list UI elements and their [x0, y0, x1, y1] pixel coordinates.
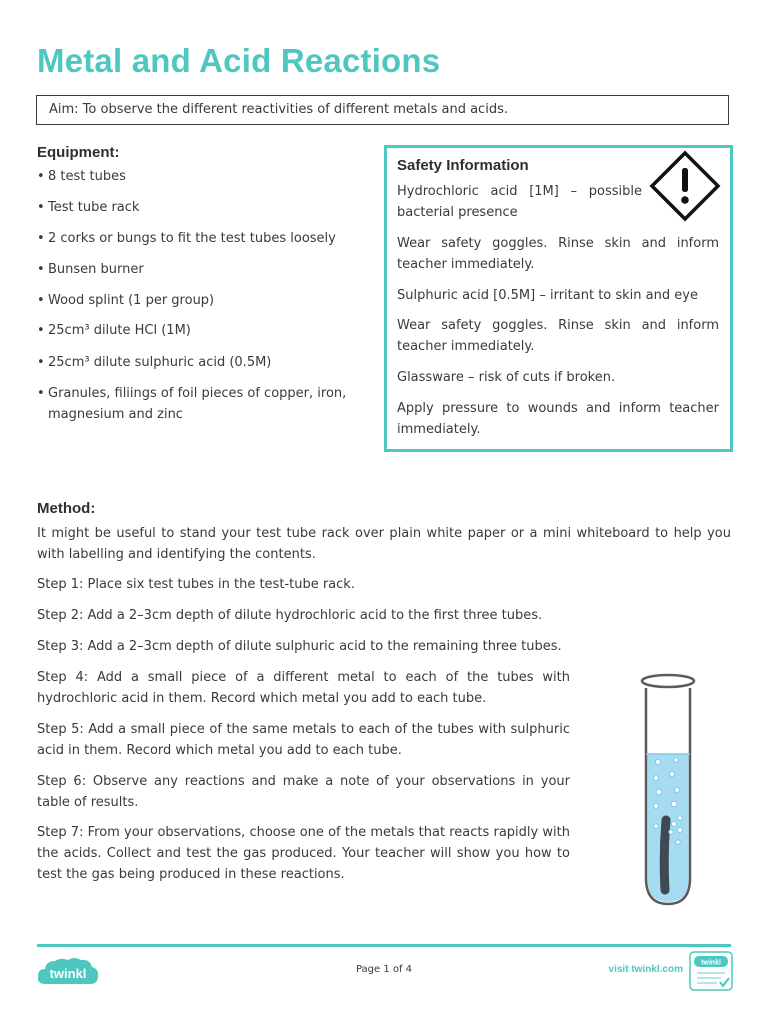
aim-box: Aim: To observe the different reactivities of different metals and acids. — [36, 95, 729, 125]
safety-heading: Safety Information — [397, 157, 529, 174]
safety-line: Sulphuric acid [0.5M] – irritant to skin and eye — [397, 288, 698, 303]
equipment-item: • Test tube rack — [37, 197, 367, 218]
equipment-heading: Equipment: — [37, 144, 120, 161]
method-step: Step 3: Add a 2–3cm depth of dilute sulphuric acid to the remaining three tubes. — [37, 639, 562, 654]
safety-line: Hydrochloric acid [1M] – possible bacterial presence — [397, 184, 642, 220]
equipment-item: • Bunsen burner — [37, 259, 367, 280]
page-number: Page 1 of 4 — [355, 964, 413, 975]
method-intro: It might be useful to stand your test tube rack over plain white paper or a mini whiteboard to help you with labelling and identifying the contents. — [37, 526, 731, 562]
method-step: Step 5: Add a small piece of the same metals to each of the tubes with sulphuric acid in them. Record which metal you add to each tube. — [37, 722, 570, 758]
visit-link[interactable]: visit twinkl.com — [608, 964, 683, 975]
safety-line: Glassware – risk of cuts if broken. — [397, 370, 616, 385]
safety-line: Wear safety goggles. Rinse skin and inform teacher immediately. — [397, 236, 719, 272]
logo-text: twinkl — [49, 966, 87, 981]
quality-badge-icon — [689, 951, 733, 991]
equipment-item: • 2 corks or bungs to fit the test tubes loosely — [37, 228, 367, 249]
footer-divider — [37, 944, 731, 947]
safety-line: Apply pressure to wounds and inform teacher immediately. — [397, 401, 719, 437]
method-step: Step 1: Place six test tubes in the test-tube rack. — [37, 577, 355, 592]
equipment-item: • Granules, filiings of foil pieces of copper, iron, magnesium and zinc — [37, 383, 367, 425]
method-step: Step 6: Observe any reactions and make a note of your observations in your table of results. — [37, 774, 570, 810]
method-heading: Method: — [37, 500, 96, 517]
page-title: Metal and Acid Reactions — [37, 42, 441, 79]
hazard-exclamation-icon — [649, 150, 721, 222]
test-tube-illustration — [636, 670, 700, 910]
method-step: Step 4: Add a small piece of a different metal to each of the tubes with hydrochloric acid in them. Record which metal you add to each tube. — [37, 670, 570, 706]
method-step: Step 7: From your observations, choose one of the metals that reacts rapidly with the acids. Collect and test the gas produced. Your teacher will show you how to test the gas being produced in these reactions. — [37, 825, 570, 882]
equipment-item: • 25cm³ dilute HCl (1M) — [37, 320, 367, 341]
equipment-item: • Wood splint (1 per group) — [37, 290, 367, 311]
badge-text: twinkl — [701, 959, 721, 967]
equipment-item: • 8 test tubes — [37, 166, 367, 187]
method-step: Step 2: Add a 2–3cm depth of dilute hydrochloric acid to the first three tubes. — [37, 608, 543, 623]
equipment-item: • 25cm³ dilute sulphuric acid (0.5M) — [37, 352, 367, 373]
safety-line: Wear safety goggles. Rinse skin and inform teacher immediately. — [397, 318, 719, 354]
